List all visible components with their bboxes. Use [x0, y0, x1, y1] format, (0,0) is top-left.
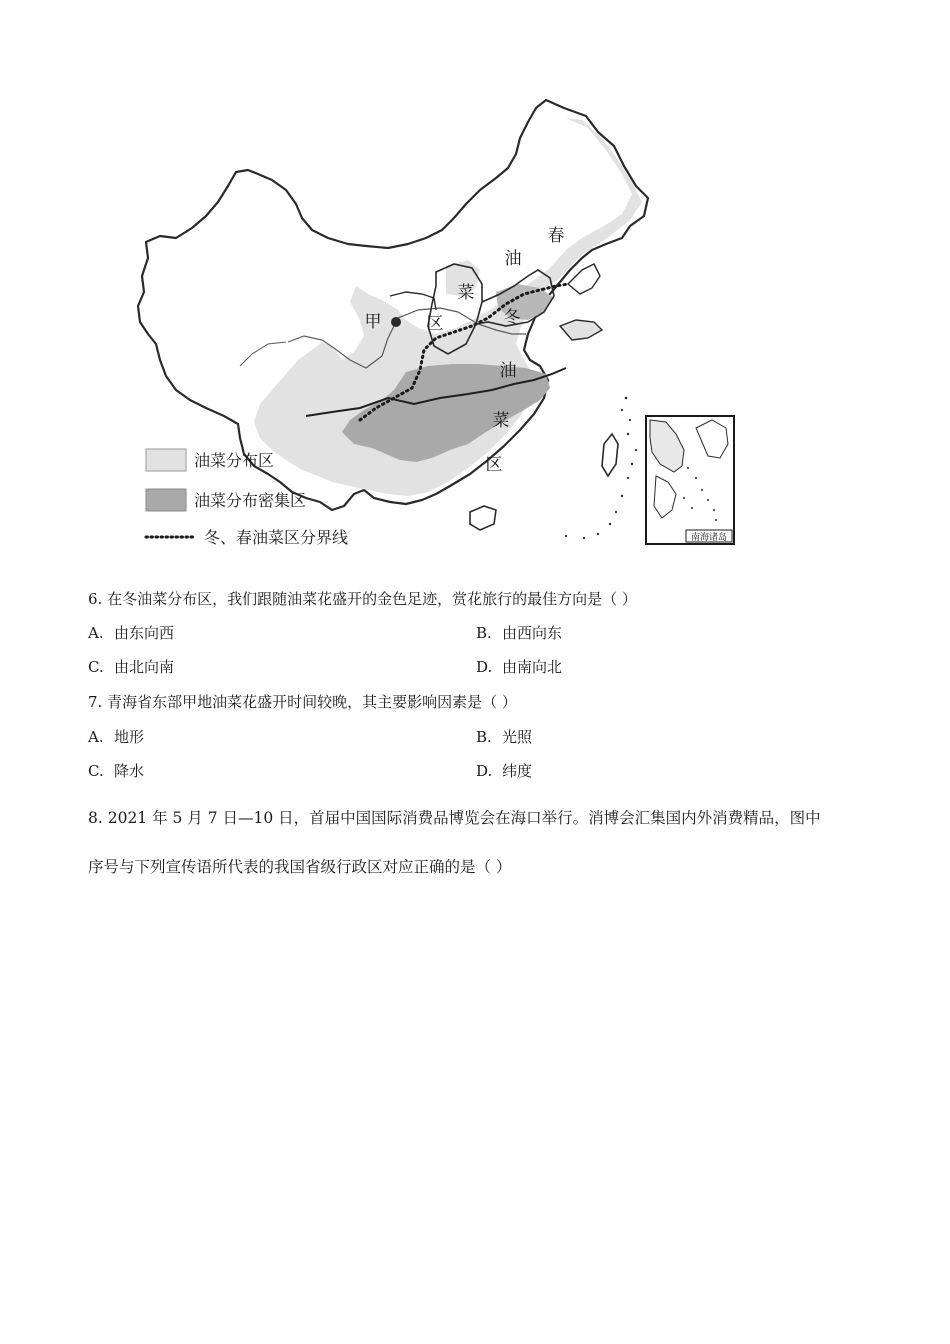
label-you-spring: 油 [504, 249, 522, 269]
q7-option-a[interactable] [88, 727, 144, 747]
south-china-sea-inset [646, 416, 734, 544]
label-qu-winter: 区 [485, 455, 503, 475]
label-jia: 甲 [364, 312, 382, 332]
option-text: 降水 [114, 762, 145, 780]
option-text: 由北向南 [114, 658, 175, 676]
label-you-winter: 油 [499, 361, 517, 381]
question-6-stem: 6. 在冬油菜分布区，我们跟随油菜花盛开的金色足迹，赏花旅行的最佳方向是（ ） [88, 590, 637, 608]
coastal-islands [565, 397, 637, 539]
legend-label-distribution: 油菜分布区 [194, 451, 275, 470]
rapeseed-distribution-map [136, 98, 736, 550]
option-letter: B. [476, 624, 492, 642]
option-letter: C. [88, 762, 104, 780]
option-letter: D. [476, 762, 493, 780]
q6-option-d[interactable] [476, 657, 562, 677]
legend-swatch-dense [146, 489, 186, 511]
legend-swatch-distribution [146, 449, 186, 471]
q7-option-b[interactable] [476, 727, 532, 747]
label-chun: 春 [547, 226, 565, 246]
label-cai-spring: 菜 [457, 283, 475, 303]
point-jia-marker [391, 317, 401, 327]
option-text: 地形 [114, 728, 145, 746]
q6-option-a[interactable] [88, 623, 174, 643]
q6-option-b[interactable] [476, 623, 562, 643]
legend-label-boundary: 冬、春油菜区分界线 [204, 528, 349, 547]
option-letter: A. [88, 624, 104, 642]
question-7-stem: 7. 青海省东部甲地油菜花盛开时间较晚，其主要影响因素是（ ） [88, 693, 517, 711]
shandong-peninsula [560, 320, 602, 340]
option-letter: D. [476, 658, 493, 676]
option-text: 纬度 [502, 762, 533, 780]
option-text: 光照 [502, 728, 533, 746]
label-qu-spring: 区 [426, 314, 444, 334]
option-text: 由南向北 [502, 658, 563, 676]
label-cai-winter: 菜 [492, 411, 510, 431]
option-letter: C. [88, 658, 104, 676]
q6-option-c[interactable] [88, 657, 174, 677]
option-letter: A. [88, 728, 104, 746]
option-letter: B. [476, 728, 492, 746]
question-8-stem-line1: 8. 2021 年 5 月 7 日—10 日，首届中国国际消费品博览会在海口举行。消博会汇集国内外消费精品，图中 [88, 809, 821, 827]
label-dong: 冬 [503, 308, 521, 328]
option-text: 由西向东 [502, 624, 563, 642]
legend-label-dense: 油菜分布密集区 [194, 491, 307, 510]
inset-label: 南海诸岛 [690, 533, 728, 543]
taiwan [602, 434, 618, 476]
option-text: 由东向西 [114, 624, 175, 642]
question-8-stem-line2: 序号与下列宣传语所代表的我国省级行政区对应正确的是（ ） [88, 858, 512, 876]
q7-option-d[interactable] [476, 761, 532, 781]
q7-option-c[interactable] [88, 761, 144, 781]
hainan [470, 506, 496, 530]
